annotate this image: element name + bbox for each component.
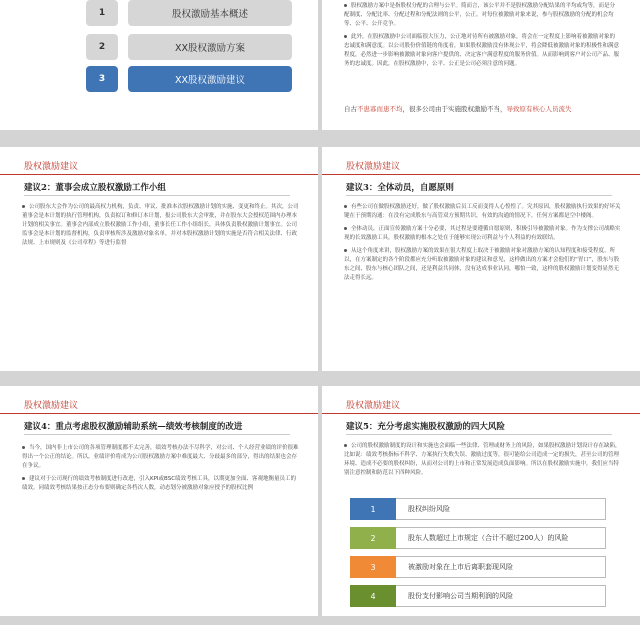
paragraph: 从这个角度来讲，股权激励方案的效果在很大程度上取决于被激励对象对激励方案的认知程度和接受程度。所以，在方案制定的各个阶段都应充分听取被激励对象的建议和意见，这样做出的方案才会他们的“胃口”，股东与股东之间、股东与核心团队之间，还是利益共同体，没有达成事业认同，哪怕一致，这样的股权激励计划变得显然无法走得长远。 [344,248,620,281]
fairness-body [344,2,620,73]
risk-item-4 [350,585,606,607]
section-title: 股权激励建议 [24,162,79,172]
section-title: 股权激励建议 [24,401,79,411]
slide-subtitle: 建议5：充分考虑实施股权激励的四大风险 [346,422,505,432]
warning-highlight: 不患寡而患不均 [357,105,403,113]
agenda-item-1[interactable] [86,0,296,26]
suggestion-body [344,442,622,482]
suggestion-body [22,444,300,497]
section-title: 股权激励建议 [346,162,401,172]
risk-item-1 [350,498,606,520]
section-title: 股权激励建议 [346,401,401,411]
agenda-item-2[interactable] [86,34,296,60]
fairness-slide [322,0,640,130]
paragraph: 当今，国内非上市公司的各项管理制度都不太完善，绩效考核办法不尽科学，对公司、个人经营业绩的评价很难得出一个公正的结论。所以，业绩评价将成为公司股权激励方案中难度最大、分歧最多的部分，得出的结果也会存在争议。 [22,445,299,469]
agenda-number: 1 [86,0,118,26]
suggestion-body [344,203,622,287]
agenda-number: 3 [86,66,118,92]
header-divider [322,413,640,414]
agenda-label: 股权激励基本概述 [128,0,292,26]
warning-highlight: 导致原有核心人员流失 [506,105,572,113]
risk-number: 2 [350,527,396,549]
slide-subtitle: 建议4：重点考虑股权激励辅助系统—绩效考核制度的改进 [24,422,243,432]
next-slide-edge [0,625,640,640]
suggestion-body [22,203,300,252]
paragraph: 公司的股权激励制度的设计和实施也会面临一些法律、管理或财务上的风险，如果股权激励计划设计存在缺陷，比如说：绩效考核指标不科学、方案执行失败失误、激励过度等，很可能给公司造成一定的损失，甚至公司的管理环境、造成不必要的股权纠纷，从而对公司的上市和正常发展造成负面影响。所以在股权激励实施中，我们应当特别注意控制和防范以下四种风险。 [344,443,621,476]
header-divider [322,174,640,175]
slide-subtitle: 建议3：全体动员，自愿原则 [346,183,454,193]
paragraph: 公司股东大会作为公司的最高权力机构，负责、审议、批准本次股权激励计划的实施、变更和终止。其次，公司董事会是本计划的执行管理机构，负责拟订和修订本计划，报公司股东大会审批，并在股东大会授权范围内办理本计划的相关事宜。董事会内部成立股权激励工作小组，董事长任工作小组组长，具体负责股权激励计划事宜。公司监事会是本计划的监督机构，负责审核所涉及激励对象名单，并对本股权激励计划的实施是否符合相关法律、行政法规、上市规则及《公司章程》等进行监督 [22,204,299,246]
paragraph: 建议对于公司现行的绩效考核制度进行改进，引入KPI或BSC绩效考核工具，以期更加全面、客观地衡量员工的绩效。同绩效考核结果按正态分布要则确定各档次人数，动态划分被激励对象应授予的股权比例 [22,476,297,491]
risk-label: 被激励对象在上市后离职套现风险 [396,556,606,578]
risk-number: 3 [350,556,396,578]
agenda-item-3[interactable] [86,66,296,92]
warning-line: 自古不患寡而患不均，很多公司由于实施股权激励不当，导致原有核心人员流失 [344,105,572,113]
paragraph: 股权激励方案中是指股权分配的合理与公平。简而言，该公平并不是股权激励分配结果的平均或均等，而是分配制度、分配比率、分配过程和分配法则的公平，公正。对每位被激励对象来说，参与股权激励的分配的机会均等、公平、公开竞争。 [344,3,616,27]
risk-number: 4 [350,585,396,607]
risk-item-3 [350,556,606,578]
header-divider [0,413,318,414]
risk-item-2 [350,527,606,549]
paragraph: 有些公司在做股权激励还好，做了股权激励后员工反而变得人心惶惶了。究其原因，股权激励执行效果的好坏关键在于预期沟通：在没有完成股东与高管双方预期共识，有效的沟通的情况下，任何方案都是空中楼阁。 [344,204,621,219]
suggestion-4-slide [0,386,318,616]
slide-subtitle: 建议2：董事会成立股权激励工作小组 [24,183,166,193]
risk-number: 1 [350,498,396,520]
subtitle-divider [24,195,290,196]
paragraph: 此外，在股权激励中公司面临很大压力，公正地对待所有被激励对象，将会在一定程度上影响着被激励对象的忠诚度和满意度。以公司股份价值链的角度看，如果股权激励没有体现公平，将会降低被激励对象的积极性和满意程度，必然进一步影响被激励对象向客户提供的、决定客户满意程度的服务价值。从而影响到客户对公司产品、服务的忠诚度。因此，在股权激励中，公平、公正是公司必须注意的问题。 [344,34,620,67]
agenda-label: XX股权激励方案 [128,34,292,60]
paragraph: 全体动员，正面宣传激励方案十分必要，其过程是要遵循自愿原则，积极引导被激励对象。作为支撑公司战略实现的长效激励工具，股权激励的根本之处在于能够实现公司利益与个人利益的有效联结。 [344,226,621,241]
header-divider [0,174,318,175]
risk-label: 股权纠纷风险 [396,498,606,520]
agenda-slide [0,0,318,130]
subtitle-divider [24,434,290,435]
agenda-label: XX股权激励建议 [128,66,292,92]
suggestion-3-slide [322,147,640,371]
suggestion-2-slide [0,147,318,371]
subtitle-divider [346,434,612,435]
agenda-number: 2 [86,34,118,60]
subtitle-divider [346,195,612,196]
risk-label: 股份支付影响公司当期利润的风险 [396,585,606,607]
risk-label: 股东人数超过上市规定（合计不超过200人）的风险 [396,527,606,549]
